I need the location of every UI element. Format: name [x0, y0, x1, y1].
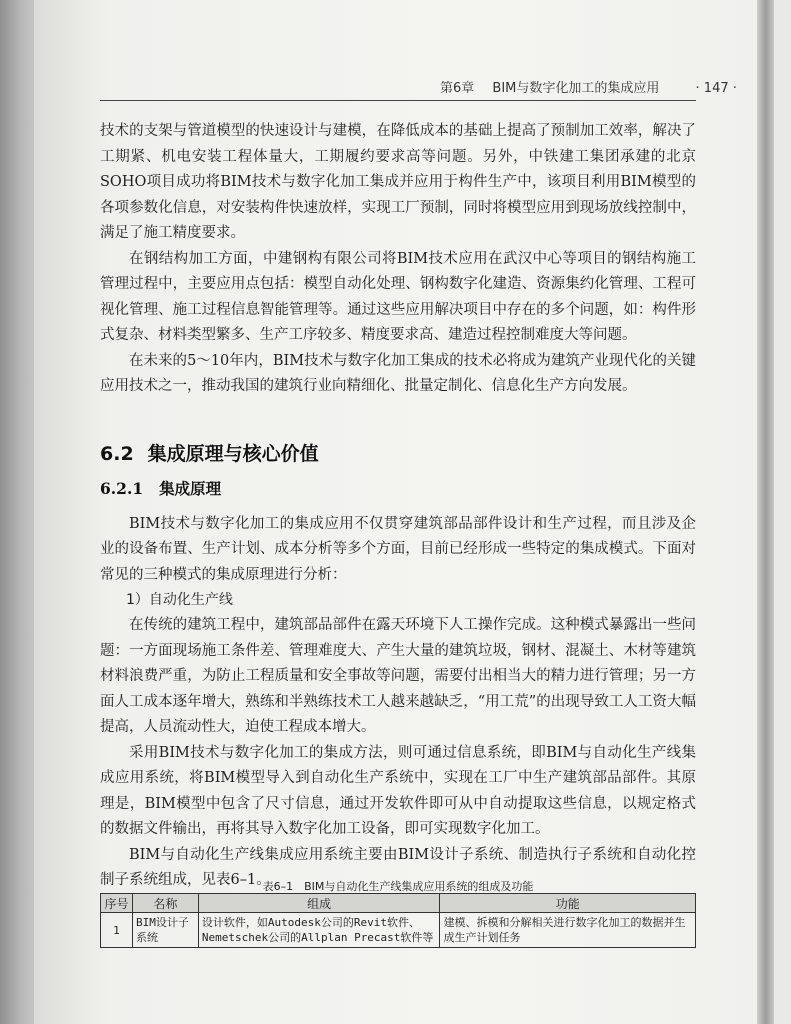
section-number: 6.2	[100, 442, 134, 465]
list-item-heading: 1）自动化生产线	[126, 592, 233, 608]
row-composition: 设计软件，如Autodesk公司的Revit软件、Nemetschek公司的Allplan Precast软件等	[198, 913, 440, 948]
table-header-cell: 名称	[132, 894, 198, 913]
header-title: BIM与数字化加工的集成应用	[492, 81, 660, 96]
subsection-heading	[100, 478, 696, 500]
paragraph-5: 在传统的建筑工程中，建筑部品部件在露天环境下人工操作完成。这种模式暴露出一些问题：一方面现场施工条件差、管理难度大、产生大量的建筑垃圾，钢材、混凝土、木材等建筑材料浪费严重，为防止工程质量和安全事故等问题，需要付出相当大的精力进行管理；另一方面人工成本逐年增大，熟练和半熟练技术工人越来越缺乏，“用工荒”的出现导致工人工资大幅提高，人员流动性大，迫使工程成本增大。	[100, 617, 696, 735]
paragraph-6: 采用BIM技术与数字化加工的集成方法，则可通过信息系统，即BIM与自动化生产线集成应用系统，将BIM模型导入到自动化生产系统中，实现在工厂中生产建筑部品部件。其原理是，BIM模型中包含了尺寸信息，通过开发软件即可从中自动提取这些信息，以规定格式的数据文件输出，再将其导入数字化加工设备，即可实现数字化加工。	[100, 744, 696, 837]
table-header-cell: 序号	[101, 894, 133, 913]
page-content	[100, 119, 696, 894]
table-caption: 表6–1 BIM与自动化生产线集成应用系统的组成及功能	[262, 880, 534, 893]
composition-table	[100, 893, 696, 948]
row-function: 建模、拆模和分解相关进行数字化加工的数据并生成生产计划任务	[440, 913, 696, 948]
subsection-title: 集成原理	[159, 478, 222, 498]
page-number: · 147 ·	[695, 81, 737, 96]
paragraph-7: BIM与自动化生产线集成应用系统主要由BIM设计子系统、制造执行子系统和自动化控制子系统组成，见表6–1。	[100, 846, 696, 888]
subsection-number: 6.2.1	[100, 478, 144, 498]
section-heading	[100, 442, 696, 466]
page-edge	[757, 0, 774, 1024]
section-title: 集成原理与核心价值	[147, 442, 319, 465]
paragraph-1: 技术的支架与管道模型的快速设计与建模，在降低成本的基础上提高了预制加工效率，解决了工期紧、机电安装工程体量大，工期履约要求高等问题。另外，中铁建工集团承建的北京SOHO项目成功将BIM技术与数字化加工集成并应用于构件生产中，该项目利用BIM模型的各项参数化信息，对安装构件快速放样，实现工厂预制，同时将模型应用到现场放线控制中，满足了施工精度要求。	[100, 123, 696, 241]
paragraph-3: 在未来的5～10年内，BIM技术与数字化加工集成的技术必将成为建筑产业现代化的关键应用技术之一，推动我国的建筑行业向精细化、批量定制化、信息化生产方向发展。	[100, 352, 696, 394]
header-chapter: 第6章	[440, 81, 475, 96]
header-rule	[100, 100, 696, 101]
row-index: 1	[101, 913, 133, 948]
table-header-row	[101, 894, 696, 913]
row-name: BIM设计子系统	[132, 913, 198, 948]
paragraph-2: 在钢结构加工方面，中建钢构有限公司将BIM技术应用在武汉中心等项目的钢结构施工管理过程中，主要应用点包括：模型自动化处理、钢构数字化建造、资源集约化管理、工程可视化管理、施工过程信息智能管理等。通过这些应用解决项目中存在的多个问题，如：构件形式复杂、材料类型繁多、生产工序较多、精度要求高、建造过程控制难度大等问题。	[100, 250, 696, 343]
table-header-cell: 组成	[198, 894, 440, 913]
table-header-cell: 功能	[440, 894, 696, 913]
table-row	[101, 913, 696, 948]
paragraph-4: BIM技术与数字化加工的集成应用不仅贯穿建筑部品部件设计和生产过程，而且涉及企业的设备布置、生产计划、成本分析等多个方面，目前已经形成一些特定的集成模式。下面对常见的三种模式的集成原理进行分析：	[100, 515, 696, 583]
running-header	[440, 77, 737, 96]
